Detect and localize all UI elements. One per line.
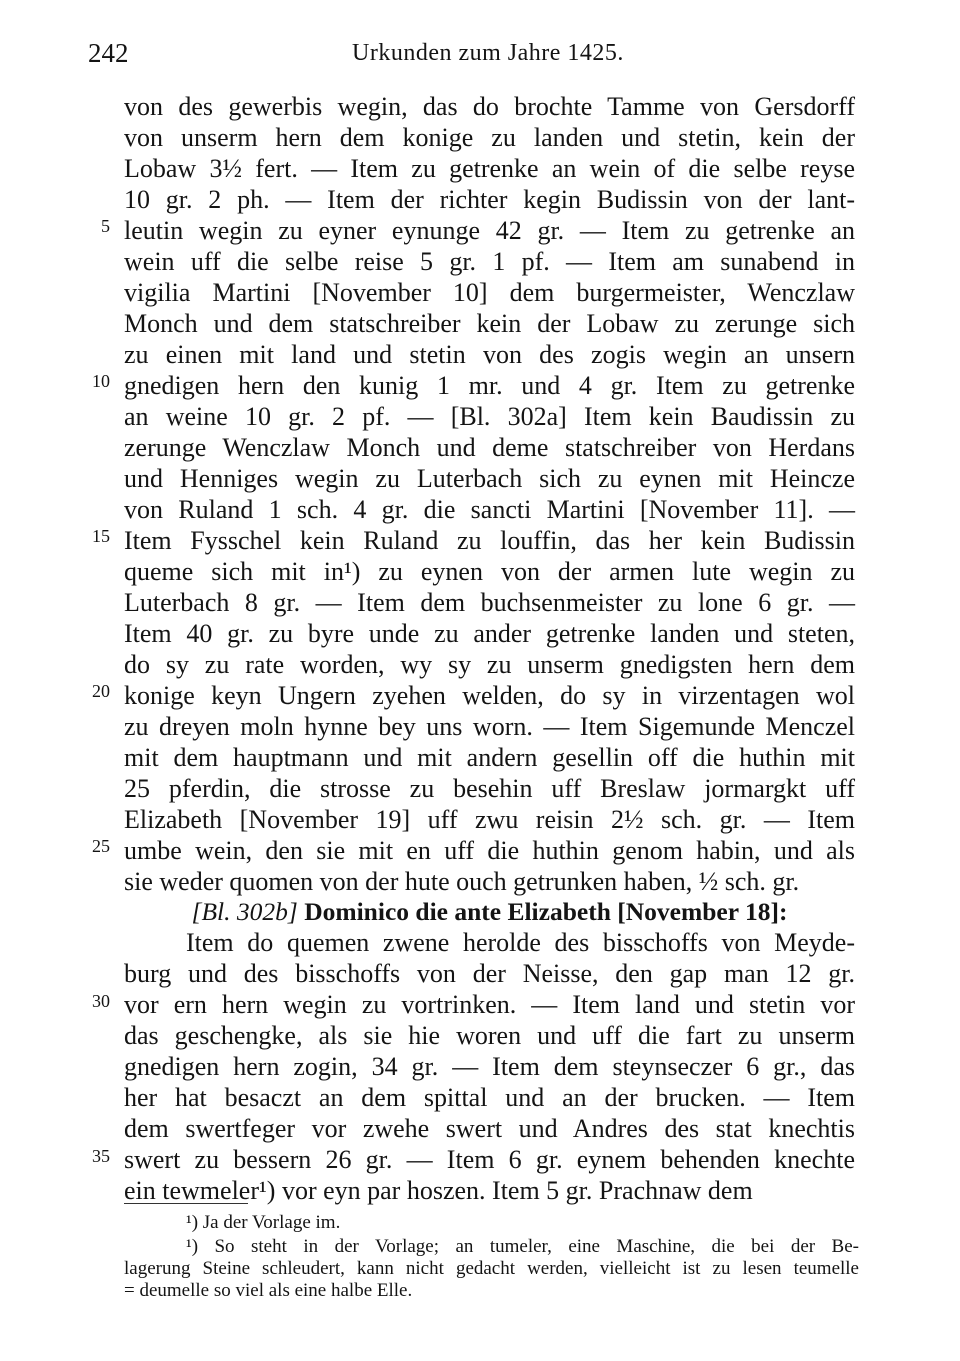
line-number: 5 [101,216,110,236]
text-line: von Ruland 1 sch. 4 gr. die sancti Martini [November 11]. — [124,495,855,524]
text-line: von unserm hern dem konige zu landen und stetin, kein der [124,123,855,152]
text-line: do sy zu rate worden, wy sy zu unserm gnedigsten hern dem [124,650,855,679]
text-line: konige keyn Ungern zyehen welden, do sy in virzentagen wol [124,681,855,710]
text-line: zu einen mit land und stetin von des zogis wegin an unsern [124,340,855,369]
line-number: 15 [92,526,110,546]
text-line: zu dreyen moln hynne bey uns worn. — Item Sigemunde Menczel [124,712,855,741]
text-line: vigilia Martini [November 10] dem burgermeister, Wenczlaw [124,278,855,307]
text-line: und Henniges wegin zu Luterbach sich zu eynen mit Heincze [124,464,855,493]
section-heading-line [124,896,855,927]
section-text-line: vor ern hern wegin zu vortrinken. — Item land und stetin vor [124,990,855,1019]
footnote-line: lagerung Steine schleudert, kann nicht gedacht werden, vielleicht ist zu lesen teumelle [124,1258,859,1279]
section-text-line: das geschengke, als sie hie woren und uff die fart zu unserm [124,1021,855,1050]
text-line: an weine 10 gr. 2 pf. — [Bl. 302a] Item kein Baudissin zu [124,402,855,431]
text-line: 25 pferdin, die strosse zu besehin uff Breslaw jormargkt uff [124,774,855,803]
section-text-line: ein tewmeler¹) vor eyn par hoszen. Item 5 gr. Prachnaw dem [124,1176,753,1205]
section-text-line: dem swertfeger vor zwehe swert und Andres des stat knechtis [124,1114,855,1143]
running-head: Urkunden zum Jahre 1425. [352,40,624,66]
footnote-line: ¹) Ja der Vorlage im. [186,1212,341,1233]
footnote-rule [124,1203,248,1204]
section-text-line: gnedigen hern zogin, 34 gr. — Item dem steynseczer 6 gr., das [124,1052,855,1081]
section-text-line: burg und des bisschoffs von der Neisse, den gap man 12 gr. [124,959,855,988]
section-text-line: Item do quemen zwene herolde des bisschoffs von Meyde- [186,928,855,957]
text-line: leutin wegin zu eyner eynunge 42 gr. — Item zu getrenke an [124,216,855,245]
text-line: zerunge Wenczlaw Monch und deme statschreiber von Herdans [124,433,855,462]
footnote-line: = deumelle so viel als eine halbe Elle. [124,1280,413,1301]
footnote-line: ¹) So steht in der Vorlage; an tumeler, eine Maschine, die bei der Be- [186,1236,859,1257]
text-line: 10 gr. 2 ph. — Item der richter kegin Budissin von der lant- [124,185,855,214]
text-line: Elizabeth [November 19] uff zwu reisin 2½ sch. gr. — Item [124,805,855,834]
text-line: umbe wein, den sie mit en uff die huthin genom habin, und als [124,836,855,865]
section-text-line: swert zu bessern 26 gr. — Item 6 gr. eynem behenden knechte [124,1145,855,1174]
section-title: Dominico die ante Elizabeth [November 18]: [304,897,788,926]
text-line: wein uff die selbe reise 5 gr. 1 pf. — Item am sunabend in [124,247,855,276]
text-line: Luterbach 8 gr. — Item dem buchsenmeister zu lone 6 gr. — [124,588,855,617]
text-line: Item Fysschel kein Ruland zu louffin, das her kein Budissin [124,526,855,555]
line-number: 25 [92,836,110,856]
page-number: 242 [88,38,129,68]
line-number: 30 [92,991,110,1011]
line-number: 35 [92,1146,110,1166]
text-line: sie weder quomen von der hute ouch getrunken haben, ½ sch. gr. [124,867,800,896]
text-line: mit dem hauptmann und mit andern gesellin off die huthin mit [124,743,855,772]
text-line: Monch und dem statschreiber kein der Lobaw zu zerunge sich [124,309,855,338]
text-line: queme sich mit in¹) zu eynen von der armen lute wegin zu [124,557,855,586]
text-line: gnedigen hern den kunig 1 mr. und 4 gr. Item zu getrenke [124,371,855,400]
line-number: 10 [92,371,110,391]
text-line: Item 40 gr. zu byre unde zu ander getrenke landen und steten, [124,619,855,648]
folio-reference: [Bl. 302b] [191,897,298,926]
line-number: 20 [92,681,110,701]
text-line: von des gewerbis wegin, das do brochte Tamme von Gersdorff [124,92,855,121]
section-text-line: her hat besaczt an dem spittal und an der brucken. — Item [124,1083,855,1112]
text-line: Lobaw 3½ fert. — Item zu getrenke an wein of die selbe reyse [124,154,855,183]
